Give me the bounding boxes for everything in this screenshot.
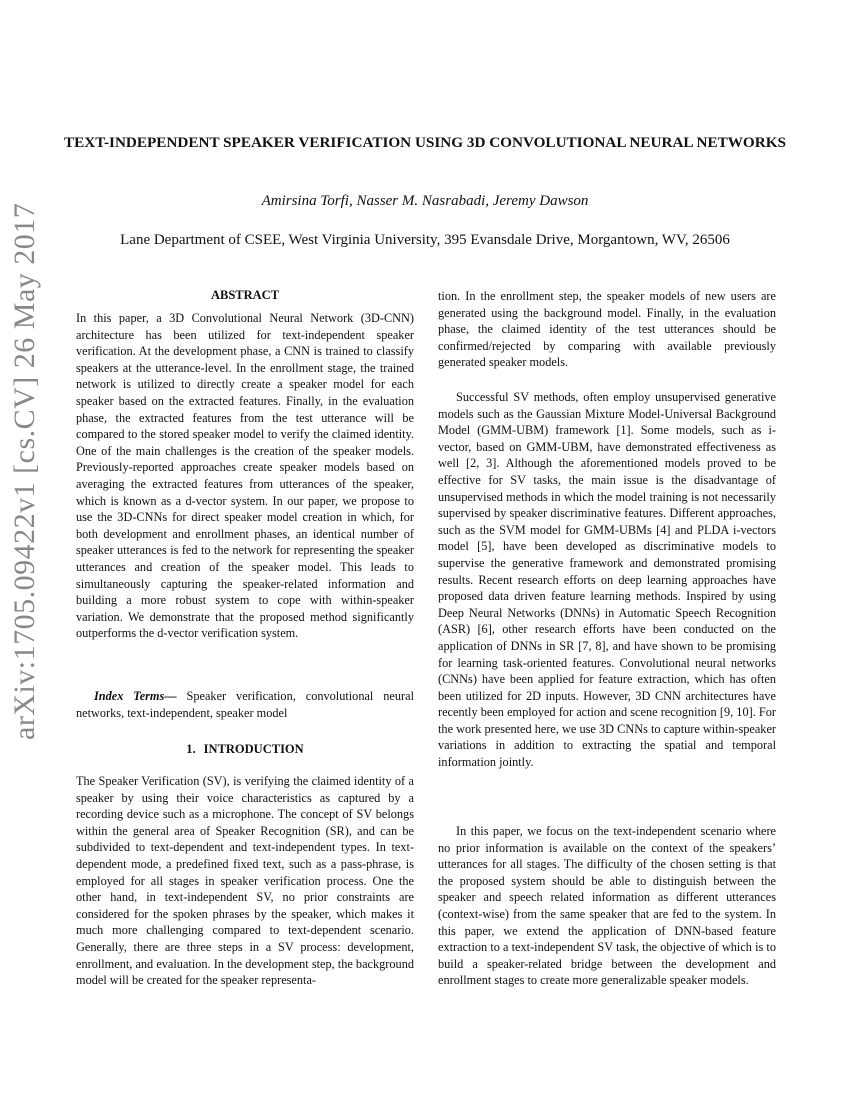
arxiv-side-stamp: arXiv:1705.09422v1 [cs.CV] 26 May 2017 bbox=[8, 202, 41, 740]
index-terms-text: Speaker verification, convolutional neural networks, text-independent, speaker model bbox=[76, 689, 415, 720]
index-terms bbox=[76, 688, 414, 721]
abstract-paragraph: In this paper, a 3D Convolutional Neural Network (3D-CNN) architecture has been utilized for text-independent speaker verification. At the development phase, a CNN is trained to classify speakers at the utterance-level. In the enrollment stage, the trained network is utilized to directly create a speaker model for each speaker based on the extracted features. Finally, in the evaluation phase, the extracted features from the test utterance will be compared to the stored speaker model to verify the claimed identity. One of the main challenges is the creation of the speaker models. Previously-reported approaches create speaker models based on averaging the extracted features from utterances of the speaker, which is known as a d-vector system. In our paper, we propose to use the 3D-CNNs for direct speaker model creation in which, for both development and enrollment phases, an identical number of speaker utterances is fed to the network for representing the speaker utterances and creation of the speaker model. This leads to simultaneously capturing the speaker-related information and building a more robust system to cope with within-speaker variation. We demonstrate that the proposed method significantly outperforms the d-vector verification system. bbox=[76, 311, 414, 641]
intro-paragraph-3: In this paper, we focus on the text-independent scenario where no prior information is available on the context of the speakers’ utterances for all stages. The difficulty of the chosen setting is that the proposed system should be able to distinguish between the speaker and speech related information as different utterances (context-wise) from the same speaker that are fed to the system. In this paper, we extend the application of DNN-based feature extraction to a text-independent SV task, the objective of which is to build a speaker-related bridge between the development and enrollment stages to create more generalizable speaker models. bbox=[438, 824, 776, 988]
introduction-heading bbox=[76, 742, 414, 757]
intro-paragraph-2-block bbox=[438, 389, 776, 771]
paper-title: TEXT-INDEPENDENT SPEAKER VERIFICATION USING 3D CONVOLUTIONAL NEURAL NETWORKS bbox=[64, 134, 786, 151]
intro-paragraph-1: The Speaker Verification (SV), is verifying the claimed identity of a speaker by using their voice characteristics as captured by a recording device such as a microphone. The concept of SV belongs within the general area of Speaker Recognition (SR), and can be subdivided to text-dependent and text-independent types. In text-dependent mode, a predefined fixed text, such as a pass-phrase, is employed for all stages in speaker verification process. One the other hand, in text-independent SV, no prior constraints are considered for the spoken phrases by the speaker, which makes it much more challenging compared to text-dependent scenario. Generally, there are three steps in a SV process: development, enrollment, and evaluation. In the development step, the background model will be created for the speaker representa- bbox=[76, 774, 414, 988]
section-title: INTRODUCTION bbox=[203, 742, 304, 756]
intro-column-left bbox=[76, 773, 414, 989]
index-terms-label: Index Terms— bbox=[94, 689, 177, 703]
abstract-heading: ABSTRACT bbox=[210, 288, 280, 302]
abstract-text bbox=[76, 310, 414, 642]
intro-column-right bbox=[438, 288, 776, 371]
intro-paragraph-3-block bbox=[438, 823, 776, 989]
paper-affiliation: Lane Department of CSEE, West Virginia University, 395 Evansdale Drive, Morgantown, WV, 26506 bbox=[120, 232, 730, 248]
intro-paragraph-1-continued: tion. In the enrollment step, the speaker models of new users are generated using the background model. Finally, in the evaluation phase, the claimed identity of the test utterances should be confirmed/rejected by comparing with available previously generated speaker models. bbox=[438, 289, 776, 370]
paper-authors: Amirsina Torfi, Nasser M. Nasrabadi, Jeremy Dawson bbox=[261, 193, 589, 209]
section-number: 1. bbox=[186, 742, 196, 756]
intro-paragraph-2: Successful SV methods, often employ unsupervised generative models such as the Gaussian Mixture Model-Universal Background Model (GMM-UBM) framework [1]. Some models, such as i-vector, based on GMM-UBM, have demonstrated effectiveness as well [2, 3]. Although the aforementioned models proved to be effective for SV tasks, the main issue is the disadvantage of unsupervised methods in which the model training is not necessarily supervised by speaker discriminative features. Different approaches, such as the SVM model for GMM-UBMs [4] and PLDA i-vectors model [5], have been developed as discriminative models to supervise the generative framework and demonstrated promising results. Recent research efforts on deep learning approaches have proposed data driven feature learning methods. Inspired by using Deep Neural Networks (DNNs) in Automatic Speech Recognition (ASR) [6], other research efforts have been conducted on the application of DNNs in SR [7, 8], and have shown to be promising for learning task-oriented features. Convolutional neural networks (CNNs) have been applied for feature extraction, which has often been utilized for 2D inputs. However, 3D CNN architectures have recently been employed for action and scene recognition [9, 10]. For the work presented here, we use 3D CNNs to capture within-speaker variations in addition to extracting the spatial and temporal information jointly. bbox=[438, 390, 776, 770]
